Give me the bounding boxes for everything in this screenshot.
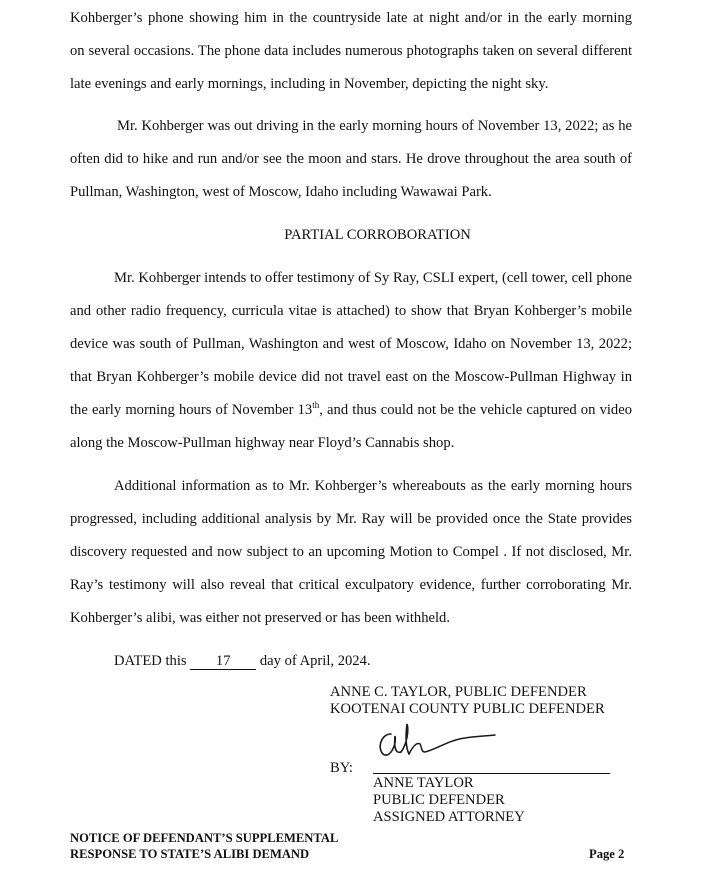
line-5-text-a: the early morning hours of November 13 xyxy=(70,402,313,418)
paragraph-1-line-2: on several occasions. The phone data includes numerous photographs taken on several different xyxy=(70,43,632,59)
paragraph-4-line-4: Ray’s testimony will also reveal that critical exculpatory evidence, further corroborating Mr. xyxy=(70,577,632,593)
dated-suffix: day of April, 2024. xyxy=(259,653,371,669)
footer-title-line-2: RESPONSE TO STATE’S ALIBI DEMAND xyxy=(70,847,310,861)
paragraph-3-line-3: device was south of Pullman, Washington and west of Moscow, Idaho on November 13, 2022; xyxy=(70,336,632,352)
page-number: Page 2 xyxy=(589,847,625,861)
dated-line xyxy=(114,652,514,670)
paragraph-3-line-5 xyxy=(70,401,632,419)
paragraph-4-line-2: progressed, including additional analysis by Mr. Ray will be provided once the State provides xyxy=(70,511,632,527)
paragraph-4-line-1: Additional information as to Mr. Kohberger’s whereabouts as the early morning hours xyxy=(114,478,632,494)
paragraph-2-line-3: Pullman, Washington, west of Moscow, Idaho including Wawawai Park. xyxy=(70,184,492,200)
paragraph-2-line-2: often did to hike and run and/or see the moon and stars. He drove throughout the area south of xyxy=(70,151,632,167)
paragraph-1-line-1: Kohberger’s phone showing him in the countryside late at night and/or in the early morning xyxy=(70,10,632,26)
paragraph-3-line-2: and other radio frequency, curricula vitae is attached) to show that Bryan Kohberger’s mobile xyxy=(70,303,632,319)
signature-line xyxy=(373,773,610,774)
office-line-1: ANNE C. TAYLOR, PUBLIC DEFENDER xyxy=(330,684,587,700)
paragraph-3-line-6: along the Moscow-Pullman highway near Floyd’s Cannabis shop. xyxy=(70,435,455,451)
paragraph-4-line-5: Kohberger’s alibi, was either not preserved or has been withheld. xyxy=(70,610,451,626)
signer-title-2: ASSIGNED ATTORNEY xyxy=(373,809,525,825)
ordinal-suffix: th xyxy=(312,400,320,411)
paragraph-3-line-4: that Bryan Kohberger’s mobile device did not travel east on the Moscow-Pullman Highway in xyxy=(70,369,632,385)
paragraph-2-line-1: Mr. Kohberger was out driving in the early morning hours of November 13, 2022; as he xyxy=(117,118,632,134)
by-label: BY: xyxy=(330,760,353,776)
signer-name: ANNE TAYLOR xyxy=(373,775,474,791)
section-heading: PARTIAL CORROBORATION xyxy=(284,227,471,243)
dated-prefix: DATED this xyxy=(114,653,187,669)
office-line-2: KOOTENAI COUNTY PUBLIC DEFENDER xyxy=(330,701,605,717)
dated-day-blank: 17 xyxy=(190,654,256,670)
signer-title-1: PUBLIC DEFENDER xyxy=(373,792,505,808)
paragraph-3-line-1: Mr. Kohberger intends to offer testimony of Sy Ray, CSLI expert, (cell tower, cell phone xyxy=(114,270,632,286)
paragraph-1-line-3: late evenings and early mornings, including in November, depicting the night sky. xyxy=(70,76,549,92)
line-5-text-b: , and thus could not be the vehicle captured on video xyxy=(319,402,632,418)
footer-title-line-1: NOTICE OF DEFENDANT’S SUPPLEMENTAL xyxy=(70,831,339,845)
handwritten-signature xyxy=(373,716,503,764)
paragraph-4-line-3: discovery requested and now subject to an upcoming Motion to Compel . If not disclosed, Mr. xyxy=(70,544,632,560)
